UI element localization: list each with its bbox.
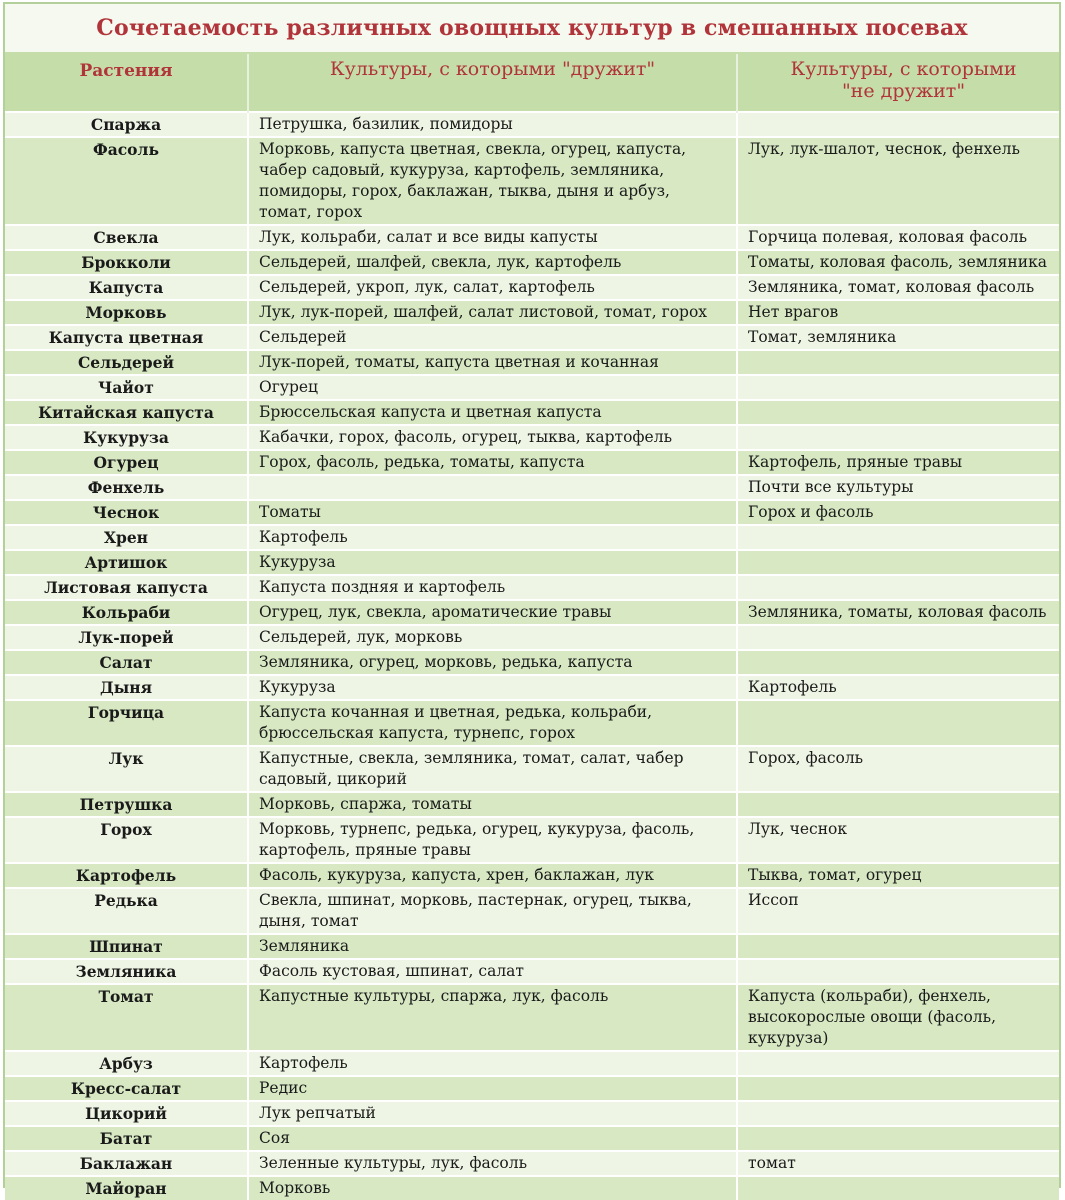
table-row xyxy=(5,1101,1059,1126)
plant-cell: Арбуз xyxy=(5,1051,248,1076)
table-row xyxy=(5,675,1059,700)
enemies-cell: Почти все культуры xyxy=(737,475,1059,500)
friends-cell: Кабачки, горох, фасоль, огурец, тыква, картофель xyxy=(248,425,737,450)
plant-cell: Батат xyxy=(5,1126,248,1151)
table-row xyxy=(5,525,1059,550)
friends-cell: Зеленные культуры, лук, фасоль xyxy=(248,1151,737,1176)
friends-cell: Петрушка, базилик, помидоры xyxy=(248,112,737,137)
plant-cell: Свекла xyxy=(5,225,248,250)
table-row xyxy=(5,375,1059,400)
friends-cell: Лук репчатый xyxy=(248,1101,737,1126)
plant-cell: Редька xyxy=(5,888,248,934)
table-row xyxy=(5,275,1059,300)
friends-cell: Лук, кольраби, салат и все виды капусты xyxy=(248,225,737,250)
friends-cell: Капуста поздняя и картофель xyxy=(248,575,737,600)
enemies-cell xyxy=(737,625,1059,650)
table-row xyxy=(5,863,1059,888)
table-row xyxy=(5,575,1059,600)
enemies-cell xyxy=(737,575,1059,600)
table-row xyxy=(5,425,1059,450)
plant-cell: Брокколи xyxy=(5,250,248,275)
enemies-cell xyxy=(737,550,1059,575)
enemies-cell: Картофель xyxy=(737,675,1059,700)
table-row xyxy=(5,792,1059,817)
table-row xyxy=(5,400,1059,425)
plant-cell: Баклажан xyxy=(5,1151,248,1176)
table-row xyxy=(5,137,1059,225)
plant-cell: Лук-порей xyxy=(5,625,248,650)
plant-cell: Салат xyxy=(5,650,248,675)
compatibility-table-frame xyxy=(3,2,1061,1198)
table-row xyxy=(5,550,1059,575)
plant-cell: Горох xyxy=(5,817,248,863)
enemies-cell: Горчица полевая, коловая фасоль xyxy=(737,225,1059,250)
friends-cell: Лук, лук-порей, шалфей, салат листовой, томат, горох xyxy=(248,300,737,325)
enemies-cell xyxy=(737,425,1059,450)
friends-cell: Редис xyxy=(248,1076,737,1101)
plant-cell: Лук xyxy=(5,746,248,792)
plant-cell: Чеснок xyxy=(5,500,248,525)
friends-cell: Свекла, шпинат, морковь, пастернак, огурец, тыква, дыня, томат xyxy=(248,888,737,934)
header-plants: Растения xyxy=(5,54,248,112)
enemies-cell xyxy=(737,400,1059,425)
enemies-cell xyxy=(737,1126,1059,1151)
friends-cell: Картофель xyxy=(248,1051,737,1076)
table-row xyxy=(5,817,1059,863)
friends-cell: Земляника xyxy=(248,934,737,959)
plant-cell: Огурец xyxy=(5,450,248,475)
enemies-cell: Лук, чеснок xyxy=(737,817,1059,863)
plant-cell: Шпинат xyxy=(5,934,248,959)
friends-cell: Капуста кочанная и цветная, редька, кольраби, брюссельская капуста, турнепс, горох xyxy=(248,700,737,746)
friends-cell: Сельдерей, лук, морковь xyxy=(248,625,737,650)
enemies-cell xyxy=(737,700,1059,746)
enemies-cell: Иссоп xyxy=(737,888,1059,934)
enemies-cell xyxy=(737,375,1059,400)
plant-cell: Дыня xyxy=(5,675,248,700)
page-title: Сочетаемость различных овощных культур в смешанных посевах xyxy=(96,15,968,41)
enemies-cell: Томат, земляника xyxy=(737,325,1059,350)
plant-cell: Капуста цветная xyxy=(5,325,248,350)
header-enemies: Культуры, с которыми "не дружит" xyxy=(737,54,1059,112)
friends-cell: Фасоль, кукуруза, капуста, хрен, баклажан, лук xyxy=(248,863,737,888)
friends-cell: Соя xyxy=(248,1126,737,1151)
table-row xyxy=(5,1126,1059,1151)
table-row xyxy=(5,325,1059,350)
friends-cell: Огурец, лук, свекла, ароматические травы xyxy=(248,600,737,625)
table-row xyxy=(5,1176,1059,1200)
compatibility-table xyxy=(5,54,1059,1200)
friends-cell: Горох, фасоль, редька, томаты, капуста xyxy=(248,450,737,475)
table-row xyxy=(5,959,1059,984)
plant-cell: Хрен xyxy=(5,525,248,550)
table-row xyxy=(5,225,1059,250)
plant-cell: Кукуруза xyxy=(5,425,248,450)
table-row xyxy=(5,700,1059,746)
friends-cell: Сельдерей xyxy=(248,325,737,350)
enemies-cell: Горох и фасоль xyxy=(737,500,1059,525)
enemies-cell xyxy=(737,1051,1059,1076)
enemies-cell: Земляника, томат, коловая фасоль xyxy=(737,275,1059,300)
friends-cell: Морковь, спаржа, томаты xyxy=(248,792,737,817)
friends-cell: Картофель xyxy=(248,525,737,550)
friends-cell: Морковь, турнепс, редька, огурец, кукуруза, фасоль, картофель, пряные травы xyxy=(248,817,737,863)
enemies-cell: Тыква, томат, огурец xyxy=(737,863,1059,888)
enemies-cell: Капуста (кольраби), фенхель, высокорослые овощи (фасоль, кукуруза) xyxy=(737,984,1059,1051)
table-row xyxy=(5,746,1059,792)
plant-cell: Земляника xyxy=(5,959,248,984)
plant-cell: Чайот xyxy=(5,375,248,400)
table-row xyxy=(5,350,1059,375)
enemies-cell xyxy=(737,1101,1059,1126)
enemies-cell: Томаты, коловая фасоль, земляника xyxy=(737,250,1059,275)
enemies-cell: Лук, лук-шалот, чеснок, фенхель xyxy=(737,137,1059,225)
title-bar xyxy=(5,4,1059,54)
table-row xyxy=(5,475,1059,500)
plant-cell: Майоран xyxy=(5,1176,248,1200)
table-row xyxy=(5,625,1059,650)
plant-cell: Кольраби xyxy=(5,600,248,625)
enemies-cell: Земляника, томаты, коловая фасоль xyxy=(737,600,1059,625)
friends-cell: Капустные культуры, спаржа, лук, фасоль xyxy=(248,984,737,1051)
enemies-cell: Горох, фасоль xyxy=(737,746,1059,792)
enemies-cell xyxy=(737,934,1059,959)
plant-cell: Фасоль xyxy=(5,137,248,225)
friends-cell: Капустные, свекла, земляника, томат, салат, чабер садовый, цикорий xyxy=(248,746,737,792)
plant-cell: Сельдерей xyxy=(5,350,248,375)
table-row xyxy=(5,1051,1059,1076)
friends-cell xyxy=(248,475,737,500)
friends-cell: Сельдерей, укроп, лук, салат, картофель xyxy=(248,275,737,300)
friends-cell: Лук-порей, томаты, капуста цветная и кочанная xyxy=(248,350,737,375)
friends-cell: Брюссельская капуста и цветная капуста xyxy=(248,400,737,425)
table-row xyxy=(5,600,1059,625)
plant-cell: Кресс-салат xyxy=(5,1076,248,1101)
enemies-cell xyxy=(737,650,1059,675)
plant-cell: Капуста xyxy=(5,275,248,300)
table-row xyxy=(5,450,1059,475)
enemies-cell xyxy=(737,112,1059,137)
table-row xyxy=(5,1151,1059,1176)
enemies-cell xyxy=(737,1176,1059,1200)
enemies-cell xyxy=(737,959,1059,984)
friends-cell: Земляника, огурец, морковь, редька, капуста xyxy=(248,650,737,675)
table-row xyxy=(5,934,1059,959)
plant-cell: Горчица xyxy=(5,700,248,746)
plant-cell: Морковь xyxy=(5,300,248,325)
enemies-cell: Нет врагов xyxy=(737,300,1059,325)
table-row xyxy=(5,888,1059,934)
friends-cell: Огурец xyxy=(248,375,737,400)
plant-cell: Китайская капуста xyxy=(5,400,248,425)
plant-cell: Картофель xyxy=(5,863,248,888)
plant-cell: Петрушка xyxy=(5,792,248,817)
plant-cell: Листовая капуста xyxy=(5,575,248,600)
table-row xyxy=(5,984,1059,1051)
enemies-cell xyxy=(737,350,1059,375)
enemies-cell xyxy=(737,525,1059,550)
enemies-cell xyxy=(737,1076,1059,1101)
friends-cell: Фасоль кустовая, шпинат, салат xyxy=(248,959,737,984)
plant-cell: Спаржа xyxy=(5,112,248,137)
table-row xyxy=(5,650,1059,675)
plant-cell: Фенхель xyxy=(5,475,248,500)
table-row xyxy=(5,250,1059,275)
table-row xyxy=(5,1076,1059,1101)
table-body xyxy=(5,112,1059,1200)
enemies-cell: Картофель, пряные травы xyxy=(737,450,1059,475)
table-row xyxy=(5,112,1059,137)
enemies-cell: томат xyxy=(737,1151,1059,1176)
table-header-row xyxy=(5,54,1059,112)
friends-cell: Сельдерей, шалфей, свекла, лук, картофель xyxy=(248,250,737,275)
plant-cell: Томат xyxy=(5,984,248,1051)
plant-cell: Артишок xyxy=(5,550,248,575)
friends-cell: Морковь xyxy=(248,1176,737,1200)
friends-cell: Морковь, капуста цветная, свекла, огурец, капуста, чабер садовый, кукуруза, картофель, земляника, помидоры, горох, баклажан, тыква, дыня и арбуз, томат, горох xyxy=(248,137,737,225)
friends-cell: Кукуруза xyxy=(248,675,737,700)
table-row xyxy=(5,500,1059,525)
friends-cell: Кукуруза xyxy=(248,550,737,575)
table-row xyxy=(5,300,1059,325)
friends-cell: Томаты xyxy=(248,500,737,525)
header-friends: Культуры, с которыми "дружит" xyxy=(248,54,737,112)
enemies-cell xyxy=(737,792,1059,817)
plant-cell: Цикорий xyxy=(5,1101,248,1126)
